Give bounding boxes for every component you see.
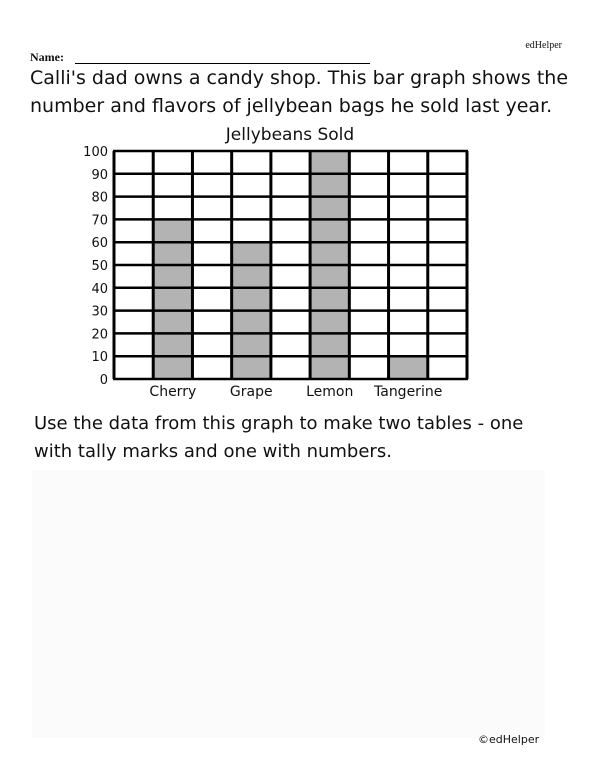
y-tick-label: 20: [91, 327, 108, 343]
copyright-label: ©edHelper: [478, 733, 540, 746]
y-tick-label: 10: [91, 350, 108, 366]
x-category-label: Lemon: [306, 384, 354, 400]
y-tick-label: 70: [91, 213, 108, 229]
answer-area[interactable]: [32, 470, 545, 738]
y-tick-label: 80: [91, 190, 108, 206]
x-category-label: Cherry: [149, 384, 197, 400]
y-tick-label: 90: [91, 167, 108, 183]
name-label: Name:: [30, 50, 64, 64]
bar-tangerine: [389, 356, 428, 379]
y-tick-label: 30: [91, 304, 108, 320]
y-tick-label: 0: [99, 373, 108, 388]
y-tick-label: 50: [91, 259, 108, 274]
intro-text: Calli's dad owns a candy shop. This bar graph shows the number and flavors of jellybean bags he sold last year.: [30, 67, 569, 117]
instructions-text: Use the data from this graph to make two tables - one with tally marks and one with numbers.: [34, 413, 524, 462]
brand-label: edHelper: [525, 40, 562, 51]
x-category-label: Grape: [229, 384, 273, 400]
chart-title: Jellybeans Sold: [225, 125, 355, 145]
y-tick-label: 100: [83, 145, 108, 160]
y-tick-label: 60: [91, 236, 108, 252]
x-category-label: Tangerine: [374, 384, 443, 400]
y-tick-label: 40: [91, 281, 108, 297]
